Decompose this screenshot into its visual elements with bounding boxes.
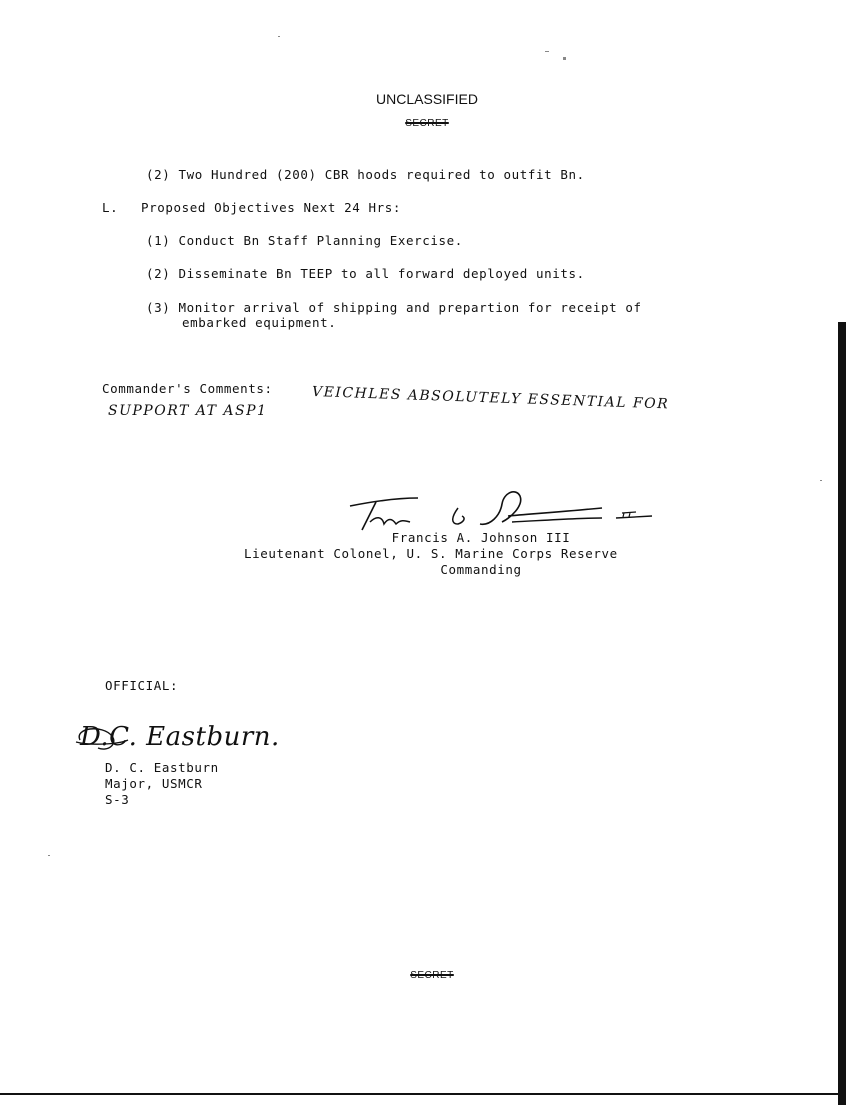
prior-item-2: (2) Two Hundred (200) CBR hoods required to outfit Bn.	[146, 167, 585, 182]
commander-name: Francis A. Johnson III	[391, 530, 571, 545]
handwritten-comment-line-2: SUPPORT AT ASP1	[108, 403, 268, 419]
objective-item-2: (2) Disseminate Bn TEEP to all forward deployed units.	[146, 266, 585, 281]
objective-item-1: (1) Conduct Bn Staff Planning Exercise.	[146, 233, 463, 248]
objective-item-3-continuation: embarked equipment.	[182, 315, 337, 330]
official-signature	[72, 718, 282, 762]
section-l-letter: L.	[102, 200, 119, 215]
scan-speck	[278, 36, 280, 37]
commander-signature	[340, 486, 660, 536]
section-l-heading: Proposed Objectives Next 24 Hrs:	[141, 200, 402, 215]
official-rank: Major, USMCR	[105, 776, 203, 791]
handwritten-comment-line-1: VEICHLES ABSOLUTELY ESSENTIAL FOR	[311, 384, 670, 413]
objective-item-3: (3) Monitor arrival of shipping and prepartion for receipt of	[146, 300, 642, 315]
scan-speck	[545, 51, 549, 52]
commander-role: Commanding	[440, 562, 522, 577]
struck-secret-header: SECRET	[405, 118, 449, 129]
commanders-comments-label: Commander's Comments:	[102, 381, 273, 396]
struck-secret-footer: SECRET	[410, 970, 454, 981]
scan-speck	[48, 855, 50, 856]
classification-header: UNCLASSIFIED	[376, 91, 478, 107]
official-label: OFFICIAL:	[105, 678, 179, 693]
official-name: D. C. Eastburn	[105, 760, 219, 775]
commander-rank: Lieutenant Colonel, U. S. Marine Corps Reserve	[244, 546, 618, 561]
scan-speck	[820, 480, 822, 481]
scan-border-right	[838, 322, 846, 1105]
official-billet: S-3	[105, 792, 130, 807]
official-signature-text: D.C. Eastburn.	[80, 722, 280, 752]
signature-scribble-icon	[340, 486, 660, 536]
scan-border-bottom	[0, 1093, 846, 1095]
scan-speck	[563, 57, 566, 60]
